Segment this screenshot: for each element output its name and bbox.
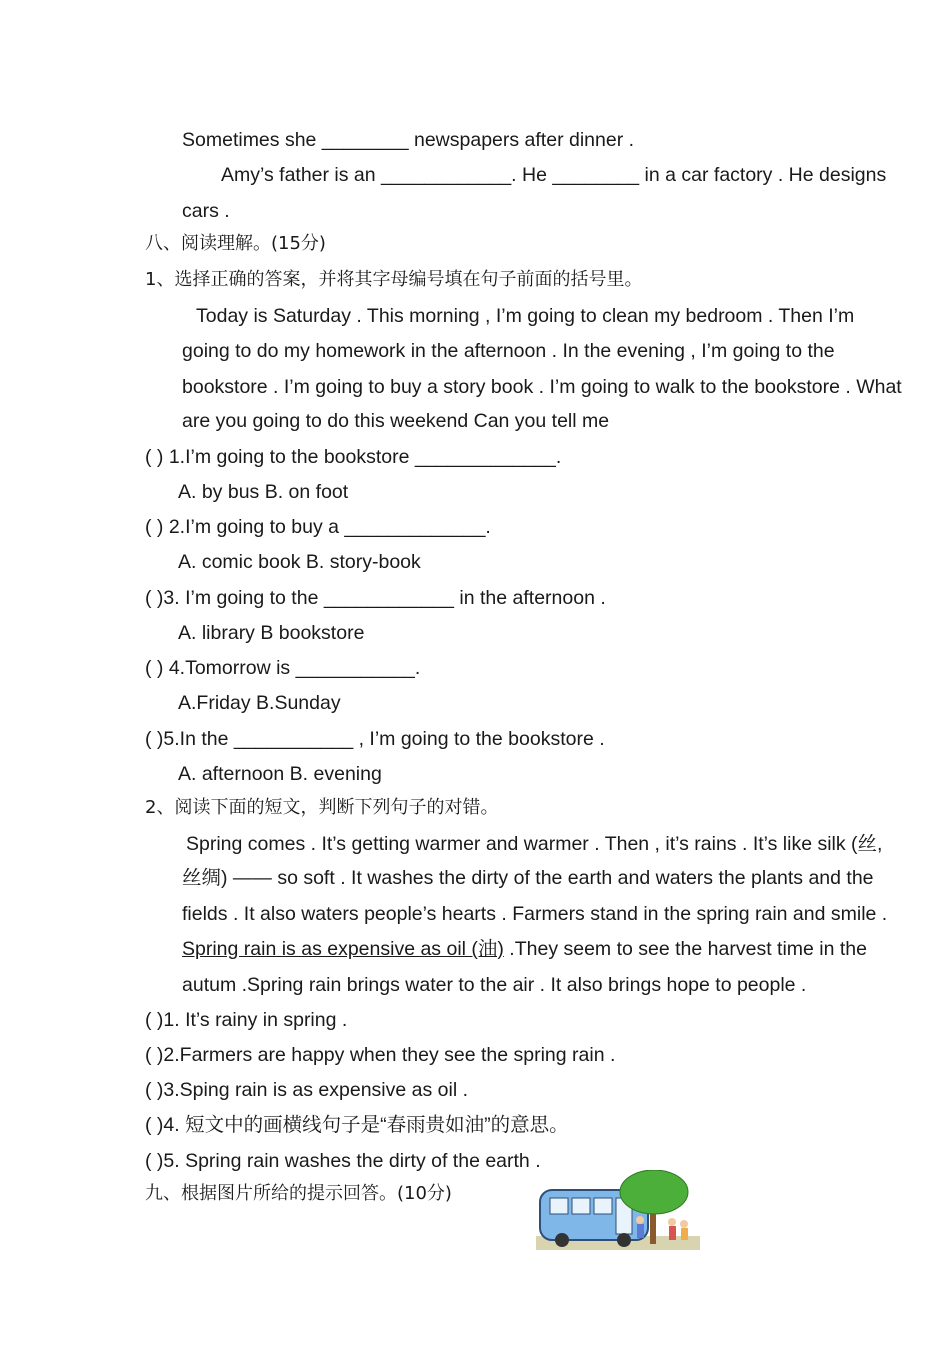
section-8-heading: 八、阅读理解。(15分) bbox=[145, 233, 326, 254]
true-false-statement: ( )2.Farmers are happy when they see the spring rain . bbox=[145, 1044, 616, 1066]
underlined-sentence: Spring rain is as expensive as oil (油) bbox=[182, 938, 504, 960]
passage-1-line: are you going to do this weekend Can you tell me bbox=[182, 410, 610, 432]
passage-2-line: fields . It also waters people’s hearts . Farmers stand in the spring rain and smile . bbox=[182, 903, 888, 925]
question-stem: ( )3. I’m going to the ____________ in the afternoon . bbox=[145, 587, 606, 609]
question-options: A. library B bookstore bbox=[178, 622, 365, 644]
line-amys-father: Amy’s father is an ____________. He ________ in a car factory . He designs bbox=[221, 164, 887, 186]
passage-2-line bbox=[182, 937, 867, 961]
question-options: A. afternoon B. evening bbox=[178, 763, 382, 785]
question-stem: ( ) 1.I’m going to the bookstore _____________. bbox=[145, 446, 562, 468]
passage-2-line: 丝绸) —— so soft . It washes the dirty of the earth and waters the plants and the bbox=[182, 867, 874, 889]
passage-1-line: going to do my homework in the afternoon . In the evening , I’m going to the bbox=[182, 340, 835, 362]
true-false-statement: ( )1. It’s rainy in spring . bbox=[145, 1009, 348, 1031]
question-options: A. comic book B. story-book bbox=[178, 551, 421, 573]
line-newspapers: Sometimes she ________ newspapers after dinner . bbox=[182, 129, 635, 151]
passage-1-line: Today is Saturday . This morning , I’m going to clean my bedroom . Then I’m bbox=[196, 305, 855, 327]
passage-2-line: autum .Spring rain brings water to the air . It also brings hope to people . bbox=[182, 974, 807, 996]
part-1-instruction: 1、选择正确的答案，并将其字母编号填在句子前面的括号里。 bbox=[145, 269, 643, 290]
passage-1-line: bookstore . I’m going to buy a story book . I’m going to walk to the bookstore . What bbox=[182, 376, 902, 398]
bus-stop-picture bbox=[536, 1170, 700, 1250]
passage-2-continuation: .They seem to see the harvest time in the bbox=[503, 938, 867, 960]
true-false-statement: ( )3.Sping rain is as expensive as oil . bbox=[145, 1079, 468, 1101]
line-cars: cars . bbox=[182, 200, 230, 222]
true-false-statement: ( )5. Spring rain washes the dirty of the earth . bbox=[145, 1150, 541, 1172]
passage-2-line: Spring comes . It’s getting warmer and warmer . Then , it’s rains . It’s like silk (丝, bbox=[186, 833, 883, 855]
part-2-instruction: 2、阅读下面的短文，判断下列句子的对错。 bbox=[145, 797, 499, 818]
question-options: A.Friday B.Sunday bbox=[178, 692, 341, 714]
question-stem: ( )5.In the ___________ , I’m going to the bookstore . bbox=[145, 728, 605, 750]
true-false-statement: ( )4. 短文中的画横线句子是“春雨贵如油”的意思。 bbox=[145, 1114, 569, 1136]
section-9-heading: 九、根据图片所给的提示回答。(10分) bbox=[145, 1183, 452, 1204]
question-stem: ( ) 2.I’m going to buy a _____________. bbox=[145, 516, 491, 538]
question-stem: ( ) 4.Tomorrow is ___________. bbox=[145, 657, 421, 679]
question-options: A. by bus B. on foot bbox=[178, 481, 349, 503]
